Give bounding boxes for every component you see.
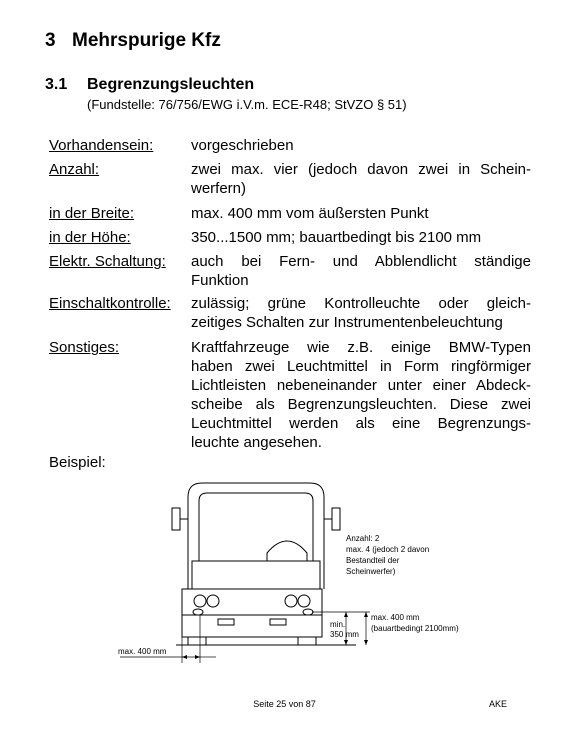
spec-value	[191, 228, 531, 247]
spec-value-line: zeitiges Schalten zur Instrumentenbeleuchtung	[191, 314, 503, 331]
max-height-annotation: max. 400 mm	[371, 613, 420, 622]
count-annotation-line: Bestandteil der	[346, 556, 400, 565]
spec-value-line: zulässig; grüne Kontrolleuchte oder gleich-	[191, 295, 531, 312]
cab-outline	[188, 483, 324, 589]
section-heading	[45, 76, 254, 94]
width-annotation: max. 400 mm	[118, 647, 167, 656]
count-annotation-line: Scheinwerfer)	[346, 567, 396, 576]
spec-value-line: haben zwei Leuchtmittel in Form ringförmiger	[191, 358, 531, 375]
position-lamp-left	[193, 609, 203, 615]
spec-value	[191, 338, 531, 452]
spec-label: in der Breite:	[49, 205, 135, 222]
min-height-annotation: min.	[330, 620, 346, 629]
left-mirror	[172, 508, 180, 530]
section-number: 3.1	[45, 76, 68, 93]
spec-value-line: vorgeschrieben	[191, 137, 294, 154]
headlight-right-outer	[298, 595, 310, 607]
position-lamp-right	[303, 609, 313, 615]
spec-value-line: Leuchtmittel werden als eine Begrenzungs-	[191, 415, 531, 432]
chapter-title: Mehrspurige Kfz	[72, 30, 221, 51]
section-source: (Fundstelle: 76/756/EWG i.V.m. ECE-R48; StVZO § 51)	[87, 97, 407, 112]
headlight-left-inner	[207, 595, 219, 607]
reflector-left	[218, 619, 234, 625]
min-height-annotation: 350 mm	[330, 630, 359, 639]
spec-value-line: max. 400 mm vom äußersten Punkt	[191, 205, 429, 222]
vehicle-front-diagram	[100, 477, 480, 667]
steering-wheel	[267, 541, 307, 561]
spec-value-line: leuchte angesehen.	[191, 434, 322, 451]
spec-value	[191, 204, 531, 223]
spec-label: Elektr. Schaltung:	[49, 253, 166, 270]
spec-value-line: Lichtleisten nebeneinander unter einer Abdeck-	[191, 377, 531, 394]
cab-lower-panel	[192, 561, 320, 589]
reflector-right	[270, 619, 286, 625]
spec-value-line: Funktion	[191, 272, 249, 289]
chapter-number: 3	[45, 30, 56, 51]
spec-value-line: 350...1500 mm; bauartbedingt bis 2100 mm	[191, 229, 482, 246]
chapter-heading	[45, 30, 221, 52]
headlight-left-outer	[194, 595, 206, 607]
section-title: Begrenzungsleuchten	[87, 76, 255, 93]
page-number: Seite 25 von 87	[253, 699, 316, 709]
spec-value-line: scheibe als Begrenzungsleuchten. Diese zwei	[191, 396, 531, 413]
spec-label: in der Höhe:	[49, 229, 131, 246]
spec-value-line: auch bei Fern- und Abblendlicht ständige	[191, 253, 531, 270]
spec-label: Einschaltkontrolle:	[49, 295, 171, 312]
max-height-annotation: (bauartbedingt 2100mm)	[371, 624, 459, 633]
spec-value	[191, 294, 531, 332]
spec-value	[191, 252, 531, 290]
spec-value-line: werfern)	[191, 180, 247, 197]
example-label: Beispiel:	[49, 454, 106, 471]
spec-label: Sonstiges:	[49, 339, 120, 356]
headlight-right-inner	[285, 595, 297, 607]
footer-author: AKE	[489, 699, 508, 709]
count-annotation-line: Anzahl: 2	[346, 534, 380, 543]
wheel-left	[188, 637, 206, 645]
spec-label: Vorhandensein:	[49, 137, 154, 154]
wheel-right	[298, 637, 316, 645]
spec-value-line: Kraftfahrzeuge wie z.B. einige BMW-Typen	[191, 339, 531, 356]
count-annotation-line: max. 4 (jedoch 2 davon	[346, 545, 430, 554]
windshield	[199, 493, 313, 561]
right-mirror	[332, 508, 340, 530]
spec-value-line: zwei max. vier (jedoch davon zwei in Schein-	[191, 161, 531, 178]
spec-value	[191, 160, 531, 198]
spec-value	[191, 136, 531, 155]
spec-label: Anzahl:	[49, 161, 100, 178]
